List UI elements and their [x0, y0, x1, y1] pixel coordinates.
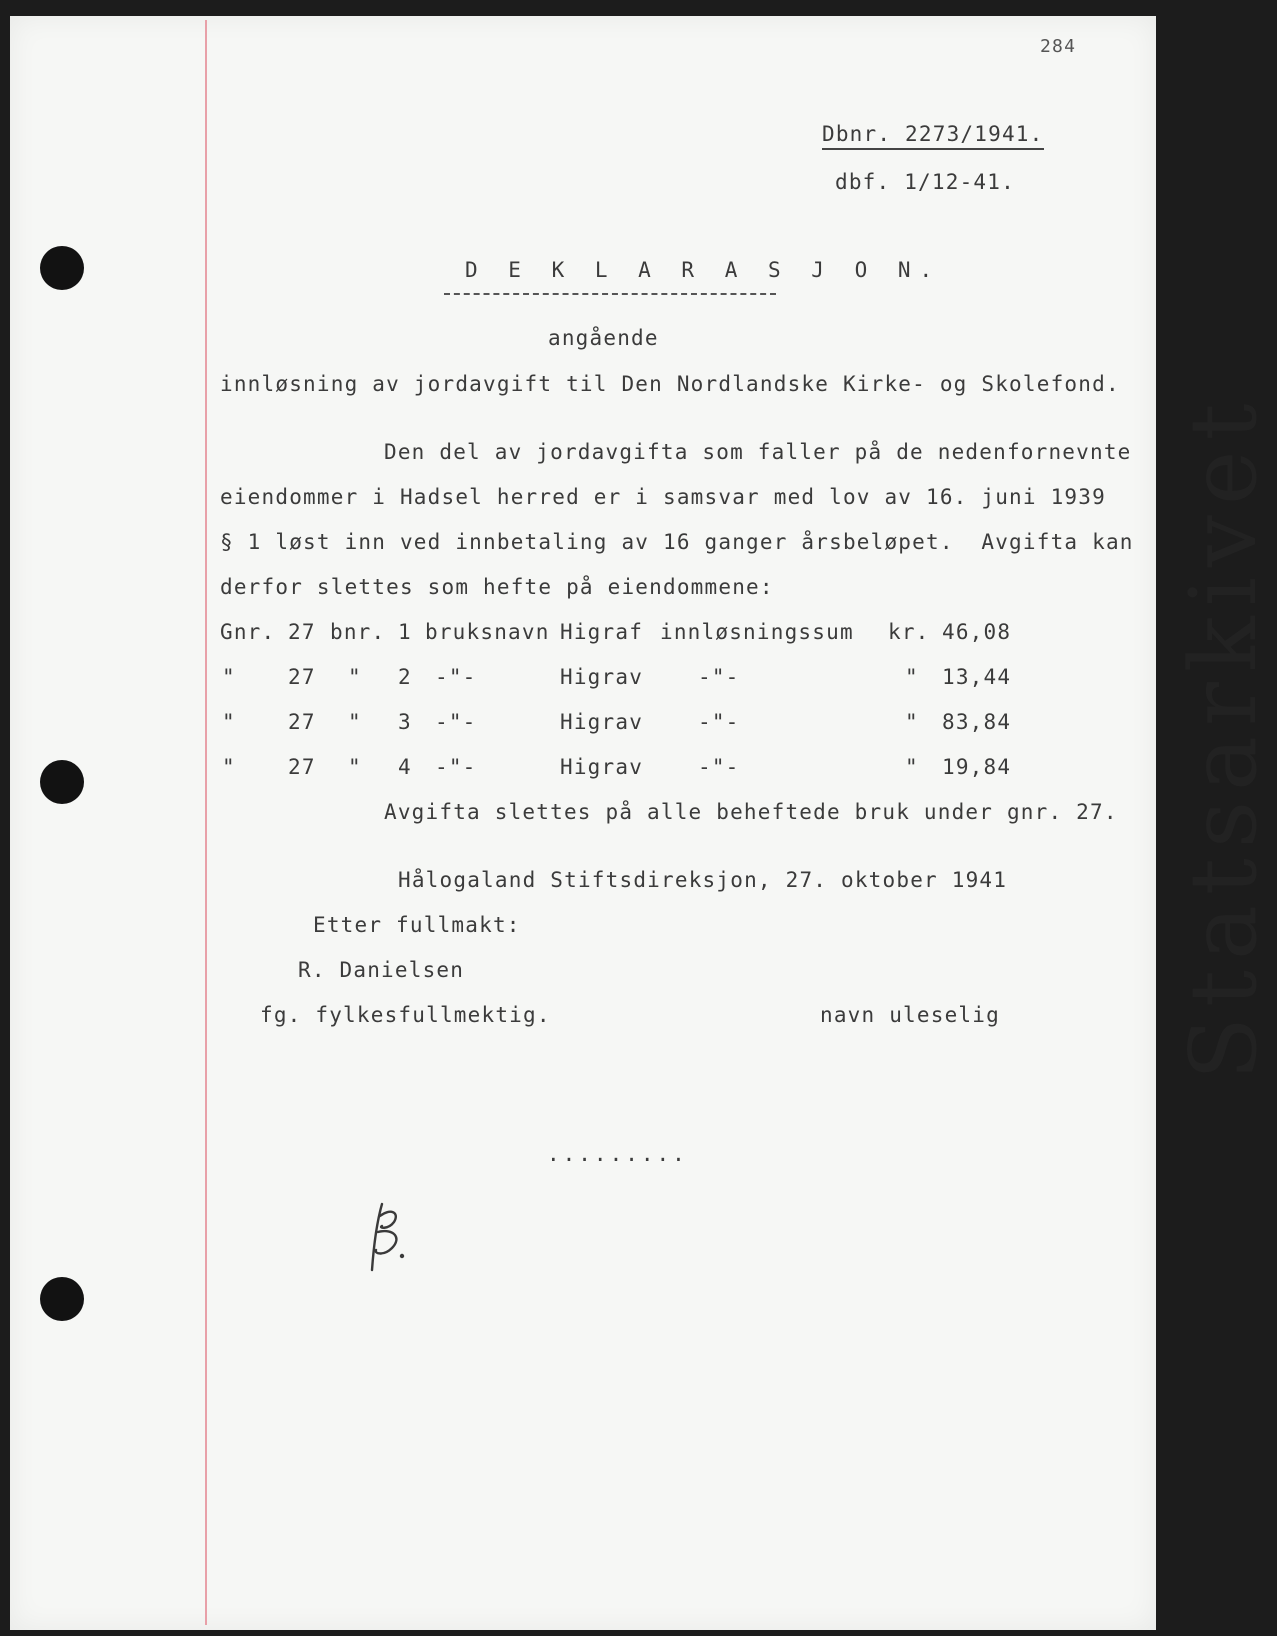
place-date: Hålogaland Stiftsdireksjon, 27. oktober 1941: [398, 868, 1008, 892]
sum-label: -"-: [698, 755, 740, 779]
property-name: Higraf: [560, 620, 644, 644]
amount: 83,84: [942, 710, 1012, 734]
gnr-value: 27: [288, 665, 316, 689]
bnr-value: 1: [398, 620, 412, 644]
signatory-name: R. Danielsen: [298, 958, 465, 982]
amount: 13,44: [942, 665, 1012, 689]
page-number: 284: [1040, 36, 1077, 57]
body-line: eiendommer i Hadsel herred er i samsvar med lov av 16. juni 1939: [220, 485, 1106, 509]
sum-label: innløsningssum: [660, 620, 854, 644]
property-name: Higrav: [560, 665, 644, 689]
punch-hole-top: [40, 246, 84, 290]
name-label: bruksnavn: [425, 620, 550, 644]
amount: 19,84: [942, 755, 1012, 779]
bnr-label: ": [348, 710, 362, 734]
body-line: § 1 løst inn ved innbetaling av 16 ganger årsbeløpet. Avgifta kan: [220, 530, 1134, 554]
gnr-label: ": [222, 755, 236, 779]
currency-label: ": [905, 755, 919, 779]
gnr-value: 27: [288, 710, 316, 734]
gnr-value: 27: [288, 755, 316, 779]
property-name: Higrav: [560, 710, 644, 734]
authority-line: Etter fullmakt:: [313, 913, 521, 937]
signatory-title: fg. fylkesfullmektig.: [260, 1003, 551, 1027]
sum-label: -"-: [698, 710, 740, 734]
amount: 46,08: [942, 620, 1012, 644]
handwritten-initials: [368, 1198, 418, 1278]
property-name: Higrav: [560, 755, 644, 779]
punch-hole-bottom: [40, 1277, 84, 1321]
purpose-line: innløsning av jordavgift til Den Nordlandske Kirke- og Skolefond.: [220, 372, 1120, 396]
title-rule: [444, 293, 776, 295]
bnr-value: 3: [398, 710, 412, 734]
archive-stamp-watermark: Statsarkivet: [1170, 393, 1277, 1080]
currency-label: kr.: [888, 620, 930, 644]
gnr-value: 27: [288, 620, 316, 644]
bnr-label: ": [348, 755, 362, 779]
punch-hole-middle: [40, 760, 84, 804]
registration-date: dbf. 1/12-41.: [835, 170, 1015, 194]
sum-label: -"-: [698, 665, 740, 689]
separator-dots: .........: [547, 1142, 688, 1166]
document-title: D E K L A R A S J O N.: [465, 258, 942, 282]
name-label: -"-: [435, 710, 477, 734]
closing-line: Avgifta slettes på alle beheftede bruk under gnr. 27.: [384, 800, 1118, 824]
bnr-value: 4: [398, 755, 412, 779]
registration-number: Dbnr. 2273/1941.: [822, 122, 1044, 150]
gnr-label: Gnr.: [220, 620, 276, 644]
gnr-label: ": [222, 710, 236, 734]
body-line: derfor slettes som hefte på eiendommene:: [220, 575, 774, 599]
name-label: -"-: [435, 665, 477, 689]
bnr-value: 2: [398, 665, 412, 689]
gnr-label: ": [222, 665, 236, 689]
currency-label: ": [905, 710, 919, 734]
illegible-signature-note: navn uleselig: [820, 1003, 1000, 1027]
bnr-label: ": [348, 665, 362, 689]
currency-label: ": [905, 665, 919, 689]
name-label: -"-: [435, 755, 477, 779]
subtitle: angående: [548, 326, 659, 350]
bnr-label: bnr.: [330, 620, 386, 644]
body-line: Den del av jordavgifta som faller på de nedenfornevnte: [384, 440, 1132, 464]
margin-line: [205, 20, 207, 1625]
